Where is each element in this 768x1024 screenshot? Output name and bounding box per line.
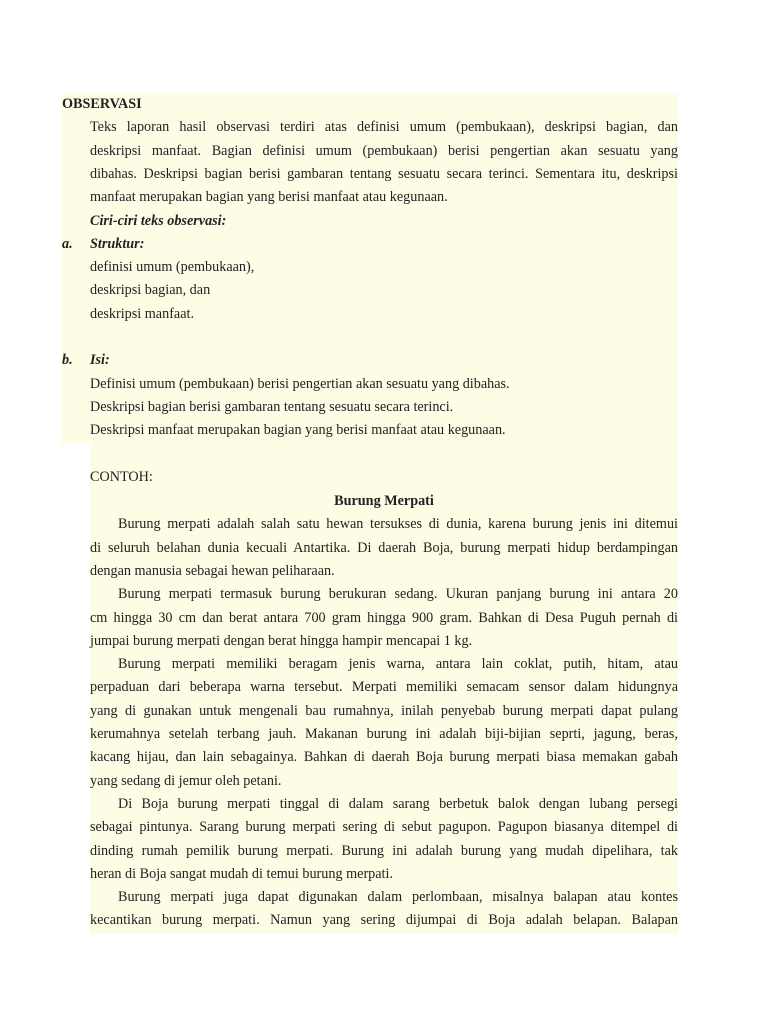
isi-item: Deskripsi manfaat merupakan bagian yang berisi manfaat atau kegunaan. (90, 422, 506, 439)
isi-item: Definisi umum (pembukaan) berisi pengertian akan sesuatu yang dibahas. (90, 375, 510, 392)
essay-line: Burung merpati memiliki beragam jenis warna, antara lain coklat, putih, hitam, atau (118, 656, 678, 673)
struktur-item: deskripsi manfaat. (90, 305, 195, 322)
struktur-heading-row (62, 233, 678, 256)
section-title: OBSERVASI (62, 96, 142, 112)
struktur-heading: Struktur: (90, 235, 145, 252)
essay-line: kacang hijau, dan lain sebagainya. Bahkan di daerah Boja burung merpati biasa memakan gabah (90, 749, 678, 766)
intro-line: manfaat merupakan bagian yang berisi manfaat atau kegunaan. (90, 189, 448, 206)
document-page (62, 93, 678, 953)
essay-line: perpaduan dari beberapa warna tersebut. Merpati memiliki semacam sensor dalam hidungnya (90, 679, 678, 696)
struktur-item: definisi umum (pembukaan), (90, 259, 255, 276)
list-marker: a. (62, 235, 73, 252)
struktur-item: deskripsi bagian, dan (90, 282, 211, 299)
essay-line: Di Boja burung merpati tinggal di dalam sarang berbetuk balok dengan lubang persegi (118, 795, 678, 812)
essay-line: kerumahnya setelah terbang jauh. Makanan burung ini adalah biji-bijian seprti, jagung, beras, (90, 726, 678, 742)
isi-heading-row (62, 349, 678, 372)
isi-heading: Isi: (90, 352, 110, 369)
essay-line: jumpai burung merpati dengan berat hingga hampir mencapai 1 kg. (90, 632, 473, 649)
essay-line: Burung merpati juga dapat digunakan dalam perlombaan, misalnya balapan atau kontes (118, 889, 678, 906)
essay-line: dengan manusia sebagai hewan peliharaan. (90, 562, 335, 579)
essay-line: dinding rumah pemilik burung merpati. Burung ini adalah burung yang mudah dipelihara, tak (90, 842, 678, 859)
intro-line: Teks laporan hasil observasi terdiri atas definisi umum (pembukaan), deskripsi bagian, dan (90, 119, 678, 136)
isi-item: Deskripsi bagian berisi gambaran tentang sesuatu secara terinci. (90, 398, 454, 415)
intro-line: deskripsi manfaat. Bagian definisi umum (pembukaan) berisi pengertian akan sesuatu yang (90, 142, 678, 159)
list-marker: b. (62, 352, 73, 369)
essay-line: sebagai pintunya. Sarang burung merpati sering di sebut pagupon. Pagupon biasanya ditempel di (90, 819, 678, 836)
essay-line: di seluruh belahan dunia kecuali Antartika. Di daerah Boja, burung merpati hidup berdampingan (90, 539, 678, 556)
essay-line: yang sedang di jemur oleh petani. (90, 772, 282, 789)
contoh-label: CONTOH: (90, 469, 153, 485)
essay-title: Burung Merpati (334, 493, 434, 509)
essay-line: kecantikan burung merpati. Namun yang sering dijumpai di Boja adalah belapan. Balapan (90, 912, 678, 929)
intro-line: dibahas. Deskripsi bagian berisi gambaran tentang sesuatu secara terinci. Sementara itu, deskripsi (90, 165, 678, 182)
ciri-heading: Ciri-ciri teks observasi: (90, 212, 227, 229)
essay-line: Burung merpati termasuk burung berukuran sedang. Ukuran panjang burung ini antara 20 (118, 586, 678, 603)
essay-line: yang di gunakan untuk mengenali bau rumahnya, inilah penyebab burung merpati dapat pulang (90, 702, 678, 719)
essay-line: heran di Boja sangat mudah di temui burung merpati. (90, 865, 393, 882)
essay-line: Burung merpati adalah salah satu hewan tersukses di dunia, karena burung jenis ini ditemui (118, 516, 678, 533)
essay-line: cm hingga 30 cm dan berat antara 700 gram hingga 900 gram. Bahkan di Desa Puguh pernah di (90, 609, 678, 626)
